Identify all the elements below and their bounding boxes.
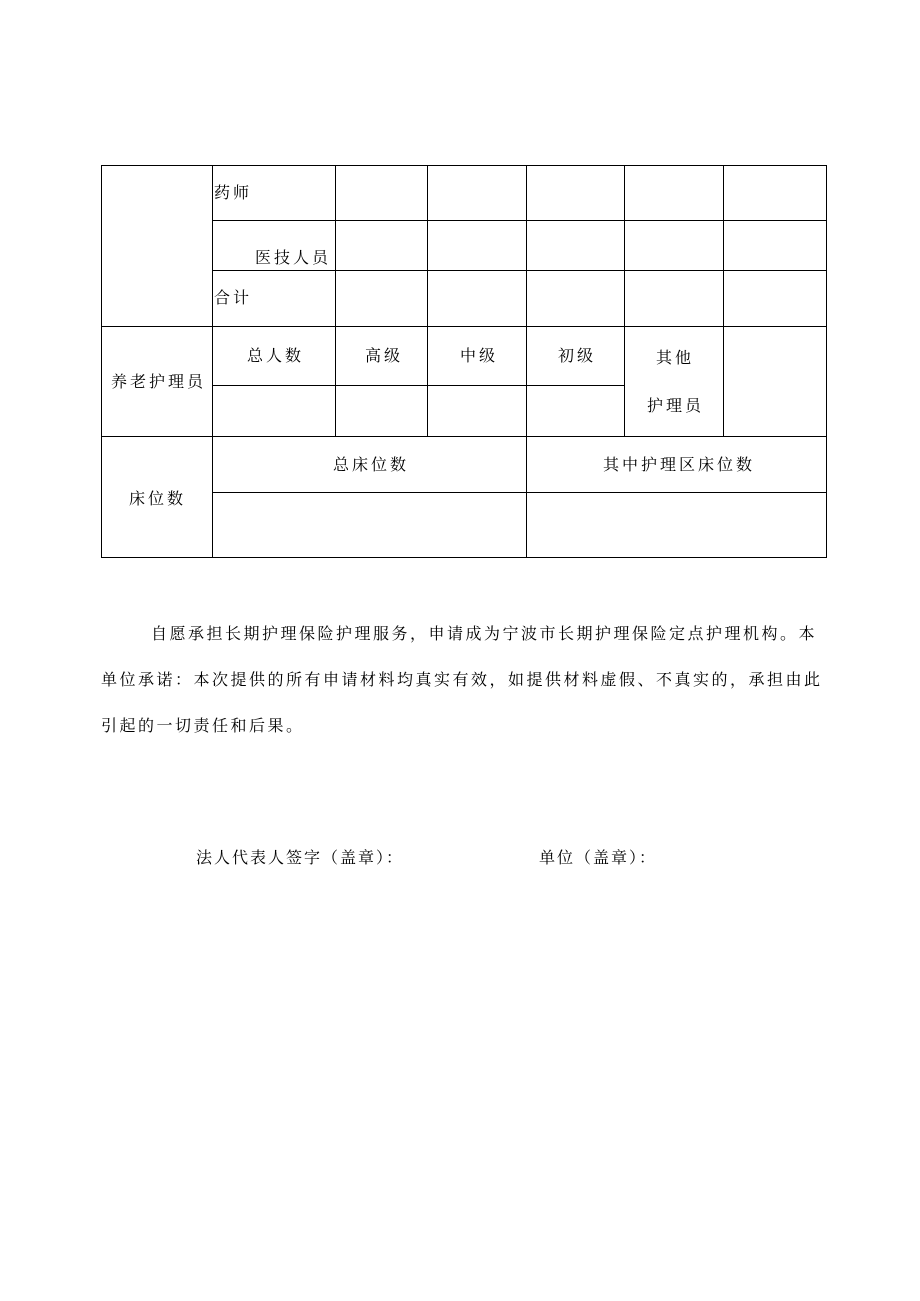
col-divider [335,165,336,436]
header-junior: 初级 [558,346,597,365]
col-divider [624,165,625,436]
declaration-line-3: 引起的一切责任和后果。 [101,716,305,735]
col-divider [723,165,724,436]
table-border-top [101,165,827,166]
table-border-right [826,165,827,558]
table-border-bottom [101,557,827,558]
declaration-line-1: 自愿承担长期护理保险护理服务，申请成为宁波市长期护理保险定点护理机构。本 [151,624,818,643]
header-senior: 高级 [365,346,404,365]
pharmacist-label: 药师 [214,183,253,202]
legal-representative-signature-label: 法人代表人签字（盖章）： [196,848,405,867]
header-total-count: 总人数 [247,346,305,365]
caregiver-row-label: 养老护理员 [111,372,207,391]
nursing-area-beds-header: 其中护理区床位数 [603,455,756,474]
row-divider [212,270,827,271]
unit-seal-label: 单位（盖章）： [539,848,658,867]
col-divider [427,165,428,436]
application-form-table [101,165,827,558]
medical-tech-label: 医技人员 [255,248,332,267]
header-other-line1: 其他 [656,348,695,367]
row-divider [101,436,827,437]
total-beds-header: 总床位数 [333,455,410,474]
declaration-line-2: 单位承诺：本次提供的所有申请材料均真实有效，如提供材料虚假、不真实的，承担由此 [101,670,823,689]
table-border-left [101,165,102,558]
beds-row-label: 床位数 [129,489,187,508]
col-divider [212,165,213,558]
row-divider [212,220,827,221]
row-divider [212,492,827,493]
total-label: 合计 [214,288,253,307]
row-divider [101,326,827,327]
col-divider [526,165,527,558]
header-other-line2: 护理员 [647,396,705,415]
row-divider [212,385,624,386]
header-intermediate: 中级 [460,346,499,365]
